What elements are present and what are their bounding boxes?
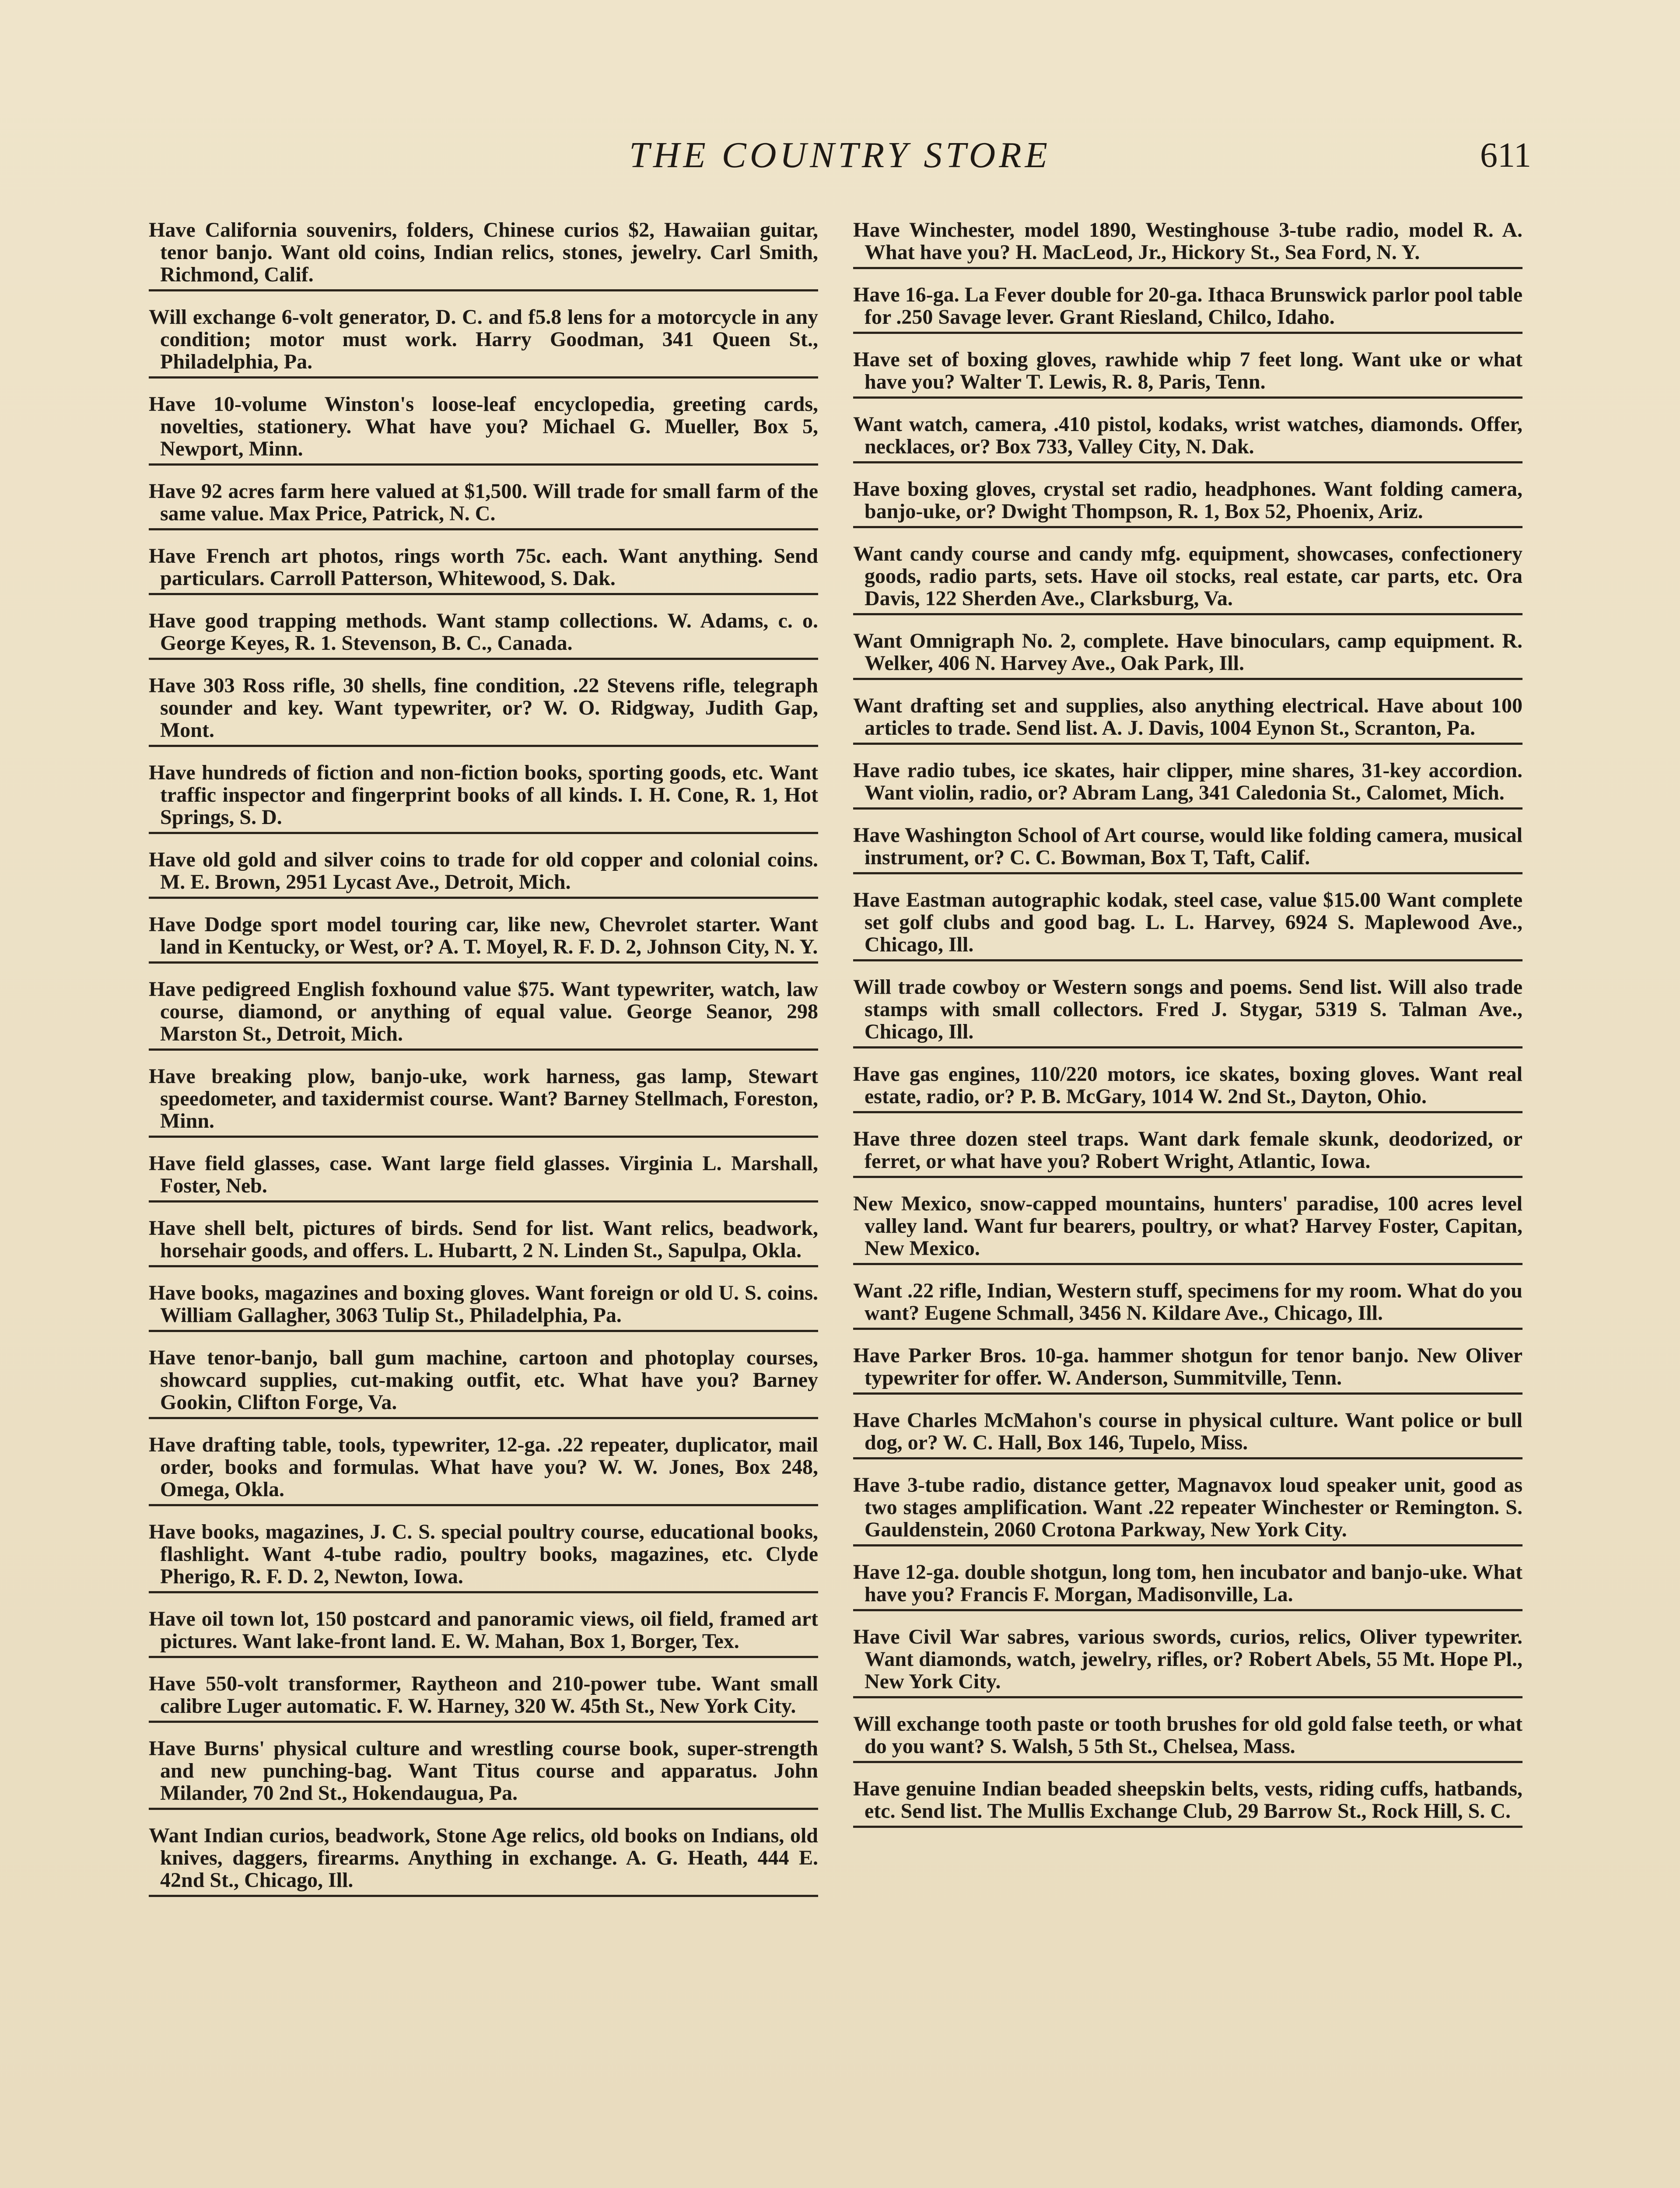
- classified-ad: Have three dozen steel traps. Want dark female skunk, deodorized, or ferret, or what have you? Robert Wright, Atlantic, Iowa.: [853, 1128, 1522, 1178]
- classified-ad: Have field glasses, case. Want large field glasses. Virginia L. Marshall, Foster, Neb.: [149, 1152, 818, 1203]
- classified-ad: Have set of boxing gloves, rawhide whip 7 feet long. Want uke or what have you? Walter T. Lewis, R. 8, Paris, Tenn.: [853, 348, 1522, 399]
- classified-ad: Have drafting table, tools, typewriter, 12-ga. .22 repeater, duplicator, mail order, books and formulas. What have you? W. W. Jones, Box 248, Omega, Okla.: [149, 1434, 818, 1506]
- classified-ad: Have California souvenirs, folders, Chinese curios $2, Hawaiian guitar, tenor banjo. Want old coins, Indian relics, stones, jewelry. Carl Smith, Richmond, Calif.: [149, 219, 818, 291]
- classified-ad: Have old gold and silver coins to trade for old copper and colonial coins. M. E. Brown, 2951 Lycast Ave., Detroit, Mich.: [149, 849, 818, 899]
- classified-ad: Have Washington School of Art course, would like folding camera, musical instrument, or? C. C. Bowman, Box T, Taft, Calif.: [853, 824, 1522, 874]
- classified-ad: Have shell belt, pictures of birds. Send for list. Want relics, beadwork, horsehair goods, and offers. L. Hubartt, 2 N. Linden St., Sapulpa, Okla.: [149, 1217, 818, 1267]
- classified-ad: Will exchange 6-volt generator, D. C. and f5.8 lens for a motorcycle in any condition; motor must work. Harry Goodman, 341 Queen St., Philadelphia, Pa.: [149, 306, 818, 379]
- left-column: [149, 219, 818, 2188]
- classified-ad: Have 16-ga. La Fever double for 20-ga. Ithaca Brunswick parlor pool table for .250 Savage lever. Grant Riesland, Chilco, Idaho.: [853, 284, 1522, 334]
- classified-ad: Have pedigreed English foxhound value $75. Want typewriter, watch, law course, diamond, or anything of equal value. George Seanor, 298 Marston St., Detroit, Mich.: [149, 978, 818, 1051]
- classified-ad: Have tenor-banjo, ball gum machine, cartoon and photoplay courses, showcard supplies, cut-making outfit, etc. What have you? Barney Gookin, Clifton Forge, Va.: [149, 1346, 818, 1419]
- classified-ad: Have gas engines, 110/220 motors, ice skates, boxing gloves. Want real estate, radio, or? P. B. McGary, 1014 W. 2nd St., Dayton, Ohio.: [853, 1063, 1522, 1113]
- classified-ad: Have hundreds of fiction and non-fiction books, sporting goods, etc. Want traffic inspector and fingerprint books of all kinds. I. H. Cone, R. 1, Hot Springs, S. D.: [149, 761, 818, 834]
- classified-ad: Want candy course and candy mfg. equipment, showcases, confectionery goods, radio parts, sets. Have oil stocks, real estate, car parts, etc. Ora Davis, 122 Sherden Ave., Clarksburg, Va.: [853, 543, 1522, 615]
- classified-ad: Have breaking plow, banjo-uke, work harness, gas lamp, Stewart speedometer, and taxidermist course. Want? Barney Stellmach, Foreston, Minn.: [149, 1065, 818, 1138]
- classified-ad: New Mexico, snow-capped mountains, hunters' paradise, 100 acres level valley land. Want fur bearers, poultry, or what? Harvey Foster, Capitan, New Mexico.: [853, 1192, 1522, 1265]
- classified-ad: Have radio tubes, ice skates, hair clipper, mine shares, 31-key accordion. Want violin, radio, or? Abram Lang, 341 Caledonia St., Calomet, Mich.: [853, 759, 1522, 810]
- classified-ad: Have 10-volume Winston's loose-leaf encyclopedia, greeting cards, novelties, stationery. What have you? Michael G. Mueller, Box 5, Newport, Minn.: [149, 393, 818, 466]
- classified-ad: Have oil town lot, 150 postcard and panoramic views, oil field, framed art pictures. Want lake-front land. E. W. Mahan, Box 1, Borger, Tex.: [149, 1608, 818, 1658]
- classified-ad: Want drafting set and supplies, also anything electrical. Have about 100 articles to trade. Send list. A. J. Davis, 1004 Eynon St., Scranton, Pa.: [853, 694, 1522, 745]
- classified-ad: Want Omnigraph No. 2, complete. Have binoculars, camp equipment. R. Welker, 406 N. Harvey Ave., Oak Park, Ill.: [853, 630, 1522, 680]
- classified-ad: Want Indian curios, beadwork, Stone Age relics, old books on Indians, old knives, daggers, firearms. Anything in exchange. A. G. Heath, 444 E. 42nd St., Chicago, Ill.: [149, 1824, 818, 1897]
- classified-ad: Will trade cowboy or Western songs and poems. Send list. Will also trade stamps with small collectors. Fred J. Stygar, 5319 S. Talman Ave., Chicago, Ill.: [853, 976, 1522, 1048]
- classified-ad: Have Winchester, model 1890, Westinghouse 3-tube radio, model R. A. What have you? H. MacLeod, Jr., Hickory St., Sea Ford, N. Y.: [853, 219, 1522, 269]
- classified-ad: Have 12-ga. double shotgun, long tom, hen incubator and banjo-uke. What have you? Francis F. Morgan, Madisonville, La.: [853, 1561, 1522, 1611]
- classified-ad: Have French art photos, rings worth 75c. each. Want anything. Send particulars. Carroll Patterson, Whitewood, S. Dak.: [149, 545, 818, 595]
- classified-ad: Have Eastman autographic kodak, steel case, value $15.00 Want complete set golf clubs and good bag. L. L. Harvey, 6924 S. Maplewood Ave., Chicago, Ill.: [853, 889, 1522, 961]
- classified-ad: Have Parker Bros. 10-ga. hammer shotgun for tenor banjo. New Oliver typewriter for offer. W. Anderson, Summitville, Tenn.: [853, 1344, 1522, 1395]
- page-header: [149, 129, 1531, 182]
- classified-ad: Have Civil War sabres, various swords, curios, relics, Oliver typewriter. Want diamonds, watch, jewelry, rifles, or? Robert Abels, 55 Mt. Hope Pl., New York City.: [853, 1626, 1522, 1698]
- classified-ad: Have boxing gloves, crystal set radio, headphones. Want folding camera, banjo-uke, or? Dwight Thompson, R. 1, Box 52, Phoenix, Ariz.: [853, 478, 1522, 528]
- classified-ad: Want .22 rifle, Indian, Western stuff, specimens for my room. What do you want? Eugene Schmall, 3456 N. Kildare Ave., Chicago, Ill.: [853, 1280, 1522, 1330]
- classified-ad: Will exchange tooth paste or tooth brushes for old gold false teeth, or what do you want? S. Walsh, 5 5th St., Chelsea, Mass.: [853, 1713, 1522, 1763]
- page-number: 611: [1480, 136, 1531, 175]
- classified-ad: Have Charles McMahon's course in physical culture. Want police or bull dog, or? W. C. Hall, Box 146, Tupelo, Miss.: [853, 1409, 1522, 1459]
- classified-ad: Have books, magazines, J. C. S. special poultry course, educational books, flashlight. Want 4-tube radio, poultry books, magazines, etc. Clyde Pherigo, R. F. D. 2, Newton, Iowa.: [149, 1521, 818, 1593]
- classified-ad: Have genuine Indian beaded sheepskin belts, vests, riding cuffs, hatbands, etc. Send list. The Mullis Exchange Club, 29 Barrow St., Rock Hill, S. C.: [853, 1778, 1522, 1828]
- classified-ad: Have Burns' physical culture and wrestling course book, super-strength and new punching-bag. Want Titus course and apparatus. John Milander, 70 2nd St., Hokendaugua, Pa.: [149, 1737, 818, 1810]
- classified-ad: Have Dodge sport model touring car, like new, Chevrolet starter. Want land in Kentucky, or West, or? A. T. Moyel, R. F. D. 2, Johnson City, N. Y.: [149, 913, 818, 964]
- running-title: THE COUNTRY STORE: [629, 135, 1051, 175]
- classified-ad: Have books, magazines and boxing gloves. Want foreign or old U. S. coins. William Gallagher, 3063 Tulip St., Philadelphia, Pa.: [149, 1282, 818, 1332]
- classified-ad: Have 550-volt transformer, Raytheon and 210-power tube. Want small calibre Luger automatic. F. W. Harney, 320 W. 45th St., New York City.: [149, 1673, 818, 1723]
- classified-ad: Have 92 acres farm here valued at $1,500. Will trade for small farm of the same value. Max Price, Patrick, N. C.: [149, 480, 818, 530]
- classified-ad: Have good trapping methods. Want stamp collections. W. Adams, c. o. George Keyes, R. 1. Stevenson, B. C., Canada.: [149, 610, 818, 660]
- classified-ad: Have 303 Ross rifle, 30 shells, fine condition, .22 Stevens rifle, telegraph sounder and key. Want typewriter, or? W. O. Ridgway, Judith Gap, Mont.: [149, 674, 818, 747]
- right-column: [853, 219, 1522, 2188]
- classified-ad: Want watch, camera, .410 pistol, kodaks, wrist watches, diamonds. Offer, necklaces, or? Box 733, Valley City, N. Dak.: [853, 413, 1522, 463]
- classified-ad: Have 3-tube radio, distance getter, Magnavox loud speaker unit, good as two stages amplification. Want .22 repeater Winchester or Remington. S. Gauldenstein, 2060 Crotona Parkway, New York City.: [853, 1474, 1522, 1546]
